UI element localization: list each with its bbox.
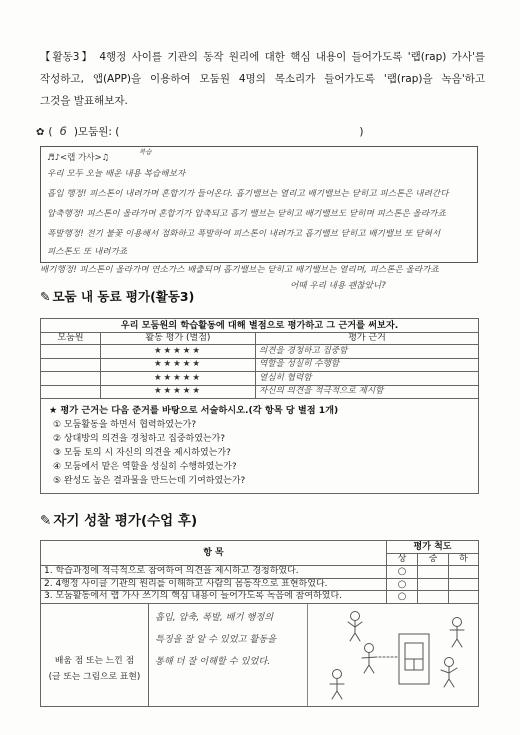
member-cell: [41, 385, 101, 399]
rap-lyrics-title: ♬♪<랩 가사>♫: [47, 153, 110, 163]
reflection-label-line-2: (글 또는 그림으로 표현): [48, 671, 141, 682]
member-cell: [41, 372, 101, 386]
self-eval-heading-text: 자기 성찰 평가(수업 후): [53, 513, 198, 529]
stick-figure: [450, 617, 464, 647]
criteria-item: ① 모둠활동을 하면서 협력하였는가?: [53, 420, 197, 430]
empty-mark-cell: [449, 566, 479, 579]
member-cell: [41, 358, 101, 372]
col-header-rating: 활동 평가 (별점): [101, 333, 256, 345]
star-rating: ★★★★★: [101, 358, 256, 372]
group-members-line: [36, 124, 363, 140]
check-mark: ○: [387, 566, 418, 579]
peer-table-title: 우리 모둠원의 학습활동에 대해 별점으로 평가하고 그 근거를 써보자.: [41, 319, 479, 333]
table-row: [41, 591, 479, 604]
rap-annotation: 복습: [139, 148, 152, 156]
rap-line-2: 흡입 행정! 피스톤이 내려가며 혼합기가 들어온다. 흡기밸브는 열리고 배기밸브는 닫히고 피스톤은 내려간다: [47, 189, 449, 199]
rap-line-4: 폭발행정! 전기 불꽃 이용해서 점화하고 폭발하여 피스톤이 내려가고 흡기밸브 닫히고 배기밸브 또 닫혀서: [47, 229, 441, 239]
criteria-cell: [41, 399, 479, 494]
item-header: 항 목: [41, 541, 387, 566]
reflection-text-line: 통해 더 잘 이해할 수 있었다.: [155, 655, 271, 667]
star-rating: ★★★★★: [101, 372, 256, 386]
reflection-cell: [41, 603, 479, 706]
group-close-paren: ): [359, 126, 364, 138]
self-eval-heading: [40, 512, 197, 530]
empty-mark-cell: [449, 578, 479, 591]
empty-mark-cell: [418, 591, 449, 604]
table-row: [41, 385, 479, 399]
stick-figure: [441, 657, 457, 687]
activity-instructions: [40, 50, 485, 116]
pencil-icon: [40, 289, 52, 304]
reflection-area: [41, 604, 478, 706]
group-members-label: )모둠원: (: [73, 126, 120, 138]
reflection-text-line: 흡입, 압축, 폭발, 배기 행정의: [155, 611, 274, 623]
check-mark: ○: [387, 591, 418, 604]
rating-reason: 열심히 협력함: [256, 372, 479, 386]
rap-line-1: 우리 모두 오늘 배운 내용 복습해보자: [47, 169, 186, 179]
pencil-icon: [40, 513, 53, 529]
col-header-reason: 평가 근거: [256, 333, 479, 345]
group-number: 6: [59, 124, 67, 138]
engine-cylinder-drawing: [399, 634, 429, 684]
stick-figure: [362, 643, 377, 673]
scale-mid: 중: [418, 554, 449, 566]
reflection-drawing: [309, 604, 477, 706]
stick-figure: [348, 611, 362, 641]
table-row: [41, 358, 479, 372]
rating-reason: 역할을 성실히 수행함: [256, 358, 479, 372]
reflection-label-line-1: 배움 점 또는 느낀 점: [54, 655, 135, 666]
peer-evaluation-table: [40, 318, 479, 494]
table-row: [41, 345, 479, 359]
instruction-line-2: 작성하고, 앱(APP)을 이용하여 모둠원 4명의 목소리가 들어가도록 '랩(rap)을 녹음'하고: [40, 73, 485, 85]
rap-line-5: 피스톤도 또 내려가죠: [47, 247, 128, 257]
check-mark: ○: [387, 578, 418, 591]
star-rating: ★★★★★: [101, 385, 256, 399]
rap-line-exhaust: 배기행정! 피스톤이 올라가며 연소가스 배출되며 흡기밸브는 닫히고 배기밸브는 열리며, 피스톤은 올라가죠: [40, 265, 439, 275]
criteria-title: ★ 평가 근거는 다음 준거를 바탕으로 서술하시오.(각 항목 당 별점 1개): [49, 405, 339, 416]
criteria-item: ③ 모둠 토의 시 자신의 의견을 제시하였는가?: [53, 448, 231, 458]
scale-header: 평가 척도: [387, 541, 479, 554]
table-row: [41, 372, 479, 386]
empty-mark-cell: [418, 566, 449, 579]
rap-comment: 어때 우리 내용 괜찮았니?: [290, 281, 386, 291]
rating-reason: 의견을 경청하고 집중함: [256, 345, 479, 359]
group-open-paren: (: [48, 126, 53, 138]
criteria-item: ④ 모둠에서 맡은 역할을 성실히 수행하였는가?: [53, 462, 237, 472]
flower-bullet-icon: [36, 125, 48, 140]
stick-figure: [330, 669, 344, 699]
empty-mark-cell: [418, 578, 449, 591]
empty-mark-cell: [449, 591, 479, 604]
reflection-text-line: 특징을 잘 알 수 있었고 활동을: [155, 633, 277, 645]
criteria-item: ⑤ 완성도 높은 결과물을 만드는데 기여하였는가?: [53, 476, 246, 486]
self-evaluation-table: [40, 540, 479, 707]
instruction-line-3: 그것을 발표해보자.: [40, 95, 128, 107]
instruction-line-1: 【활동3】 4행정 사이를 기관의 동작 원리에 대한 핵심 내용이 들어가도록 '랩(rap) 가사'를: [40, 51, 485, 63]
rating-reason: 자신의 의견을 적극적으로 제시함: [256, 385, 479, 399]
scale-low: 하: [449, 554, 479, 566]
peer-eval-heading: [40, 289, 194, 305]
member-cell: [41, 345, 101, 359]
star-rating: ★★★★★: [101, 345, 256, 359]
self-eval-item: 3. 모둠활동에서 랩 가사 쓰기의 핵심 내용이 들어가도록 녹음에 참여하였다.: [41, 591, 387, 604]
peer-eval-heading-text: 모둠 내 동료 평가(활동3): [52, 289, 195, 304]
self-eval-item: 1. 학습과정에 적극적으로 참여하여 의견을 제시하고 경청하였다.: [41, 566, 387, 579]
table-row: [41, 566, 479, 579]
scale-high: 상: [387, 554, 418, 566]
self-eval-item: 2. 4행정 사이클 기관의 원리를 이해하고 사람의 몸동작으로 표현하였다.: [41, 578, 387, 591]
criteria-item: ② 상대방의 의견을 경청하고 집중하였는가?: [53, 434, 226, 444]
reflection-divider: [307, 604, 308, 706]
reflection-label: [41, 604, 149, 706]
col-header-member: 모둠원: [41, 333, 101, 345]
rap-lyrics-box: [40, 146, 478, 263]
table-row: [41, 578, 479, 591]
rap-line-3: 압축행정! 피스톤이 올라가며 혼합기가 압축되고 흡기 밸브는 닫히고 배기밸브도 닫히며 피스톤은 올라가죠: [47, 209, 446, 219]
